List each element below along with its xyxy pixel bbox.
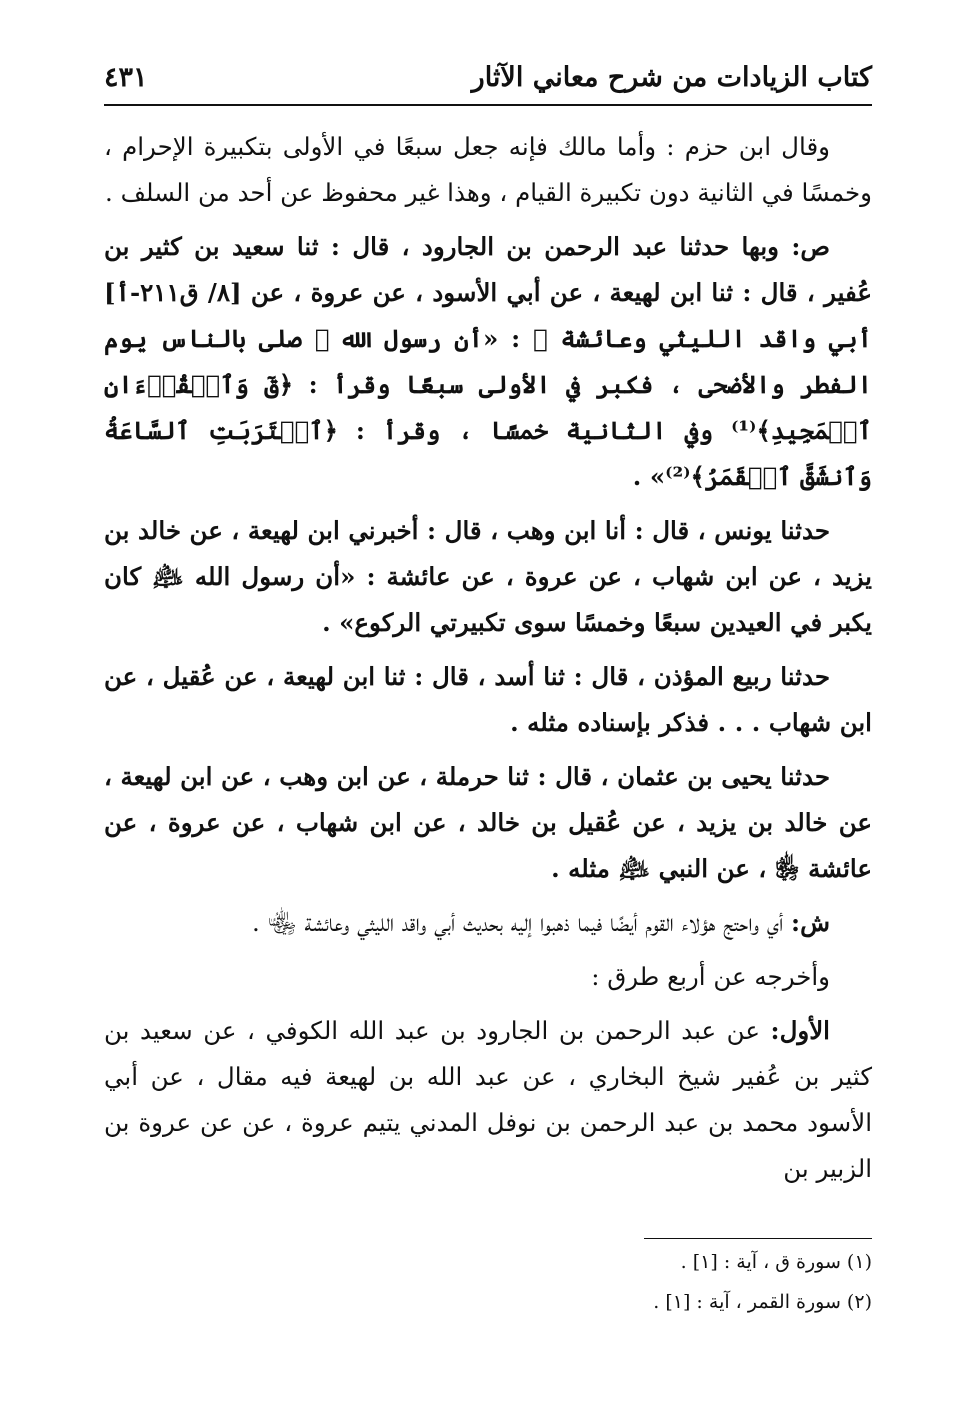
paragraph-text: وقال ابن حزم : وأما مالك فإنه جعل سبعًا في الأولى بتكبيرة الإحرام ، وخمسًا في الثانية دون تكبيرة القيام ، وهذا غير محفوظ عن أحد من السلف . xyxy=(104,132,872,207)
running-header xyxy=(104,58,872,106)
paragraph-text: حدثنا يحيى بن عثمان ، قال : ثنا حرملة ، عن ابن وهب ، عن ابن لهيعة ، عن خالد بن يزيد ، عن عُقيل بن خالد ، عن ابن شهاب ، عن عروة ، عن عائشة ﵂ ، عن النبي ﵇ مثله . xyxy=(104,762,872,883)
paragraph-lead: ص: xyxy=(791,232,830,261)
book-title: كتاب الزيادات من شرح معاني الآثار xyxy=(471,62,872,93)
footnotes xyxy=(104,1238,872,1319)
paragraph-hadith-matn xyxy=(104,224,872,500)
footnote-divider xyxy=(644,1238,872,1239)
paragraph-text: حدثنا يونس ، قال : أنا ابن وهب ، قال : أخبرني ابن لهيعة ، عن خالد بن يزيد ، عن ابن شهاب ، عن عروة ، عن عائشة : «أن رسول الله ﵇ كان يكبر في العيدين سبعًا وخمسًا سوى تكبيرتي الركوع» . xyxy=(104,516,872,637)
footnote-1: (١) سورة ق ، آية : [١] . xyxy=(680,1251,872,1273)
main-text xyxy=(104,124,872,1200)
paragraph-lead: الأول: xyxy=(770,1016,830,1045)
paragraph-rabi-chain xyxy=(104,654,872,746)
page-number: ٤٣١ xyxy=(104,62,148,93)
paragraph-yunus-chain xyxy=(104,508,872,646)
paragraph-ibn-hazm xyxy=(104,124,872,216)
paragraph-text: وأخرجه عن أربع طرق : xyxy=(591,962,830,991)
paragraph-four-routes xyxy=(104,954,872,1000)
paragraph-yahya-chain xyxy=(104,754,872,892)
paragraph-text: وبها حدثنا عبد الرحمن بن الجارود ، قال : ثنا سعيد بن كثير بن عُفير ، قال : ثنا ابن لهيعة ، عن أبي الأسود ، عن عروة ، عن [٨/ ق٢١١-أ] أبي واقد الليثي وعائشة ﵄ : «أن رسول الله ﷺ صلى بالناس يوم الفطر والأضحى ، فكبر في الأولى سبعًا وقرأ : ﴿قٓ وَٱلۡقُرۡءَانِ ٱلۡمَجِيدِ﴾⁽¹⁾ وفي الثانية خمسًا ، وقرأ : ﴿ٱقۡتَرَبَتِ ٱلسَّاعَةُ وَٱنشَقَّ ٱلۡقَمَرُ﴾⁽²⁾» . xyxy=(104,232,872,491)
paragraph-lead: ش: xyxy=(791,908,830,937)
paragraph-text: حدثنا ربيع المؤذن ، قال : ثنا أسد ، قال : ثنا ابن لهيعة ، عن عُقيل ، عن ابن شهاب . . . فذكر بإسناده مثله . xyxy=(104,662,872,737)
paragraph-text: أي واحتج هؤلاء القوم أيضًا فيما ذهبوا إليه بحديث أبي واقد الليثي وعائشة ﵄ . xyxy=(251,908,784,937)
paragraph-text: عن عبد الرحمن بن الجارود بن عبد الله الكوفي ، عن سعيد بن كثير بن عُفير شيخ البخاري ، عن عبد الله بن لهيعة فيه مقال ، عن أبي الأسود محمد بن عبد الرحمن بن نوفل المدني يتيم عروة ، عن عن عروة بن الزبير بن xyxy=(104,1016,872,1183)
footnote-2: (٢) سورة القمر ، آية : [١] . xyxy=(653,1291,872,1313)
paragraph-first-route xyxy=(104,1008,872,1192)
paragraph-sharh xyxy=(104,900,872,946)
